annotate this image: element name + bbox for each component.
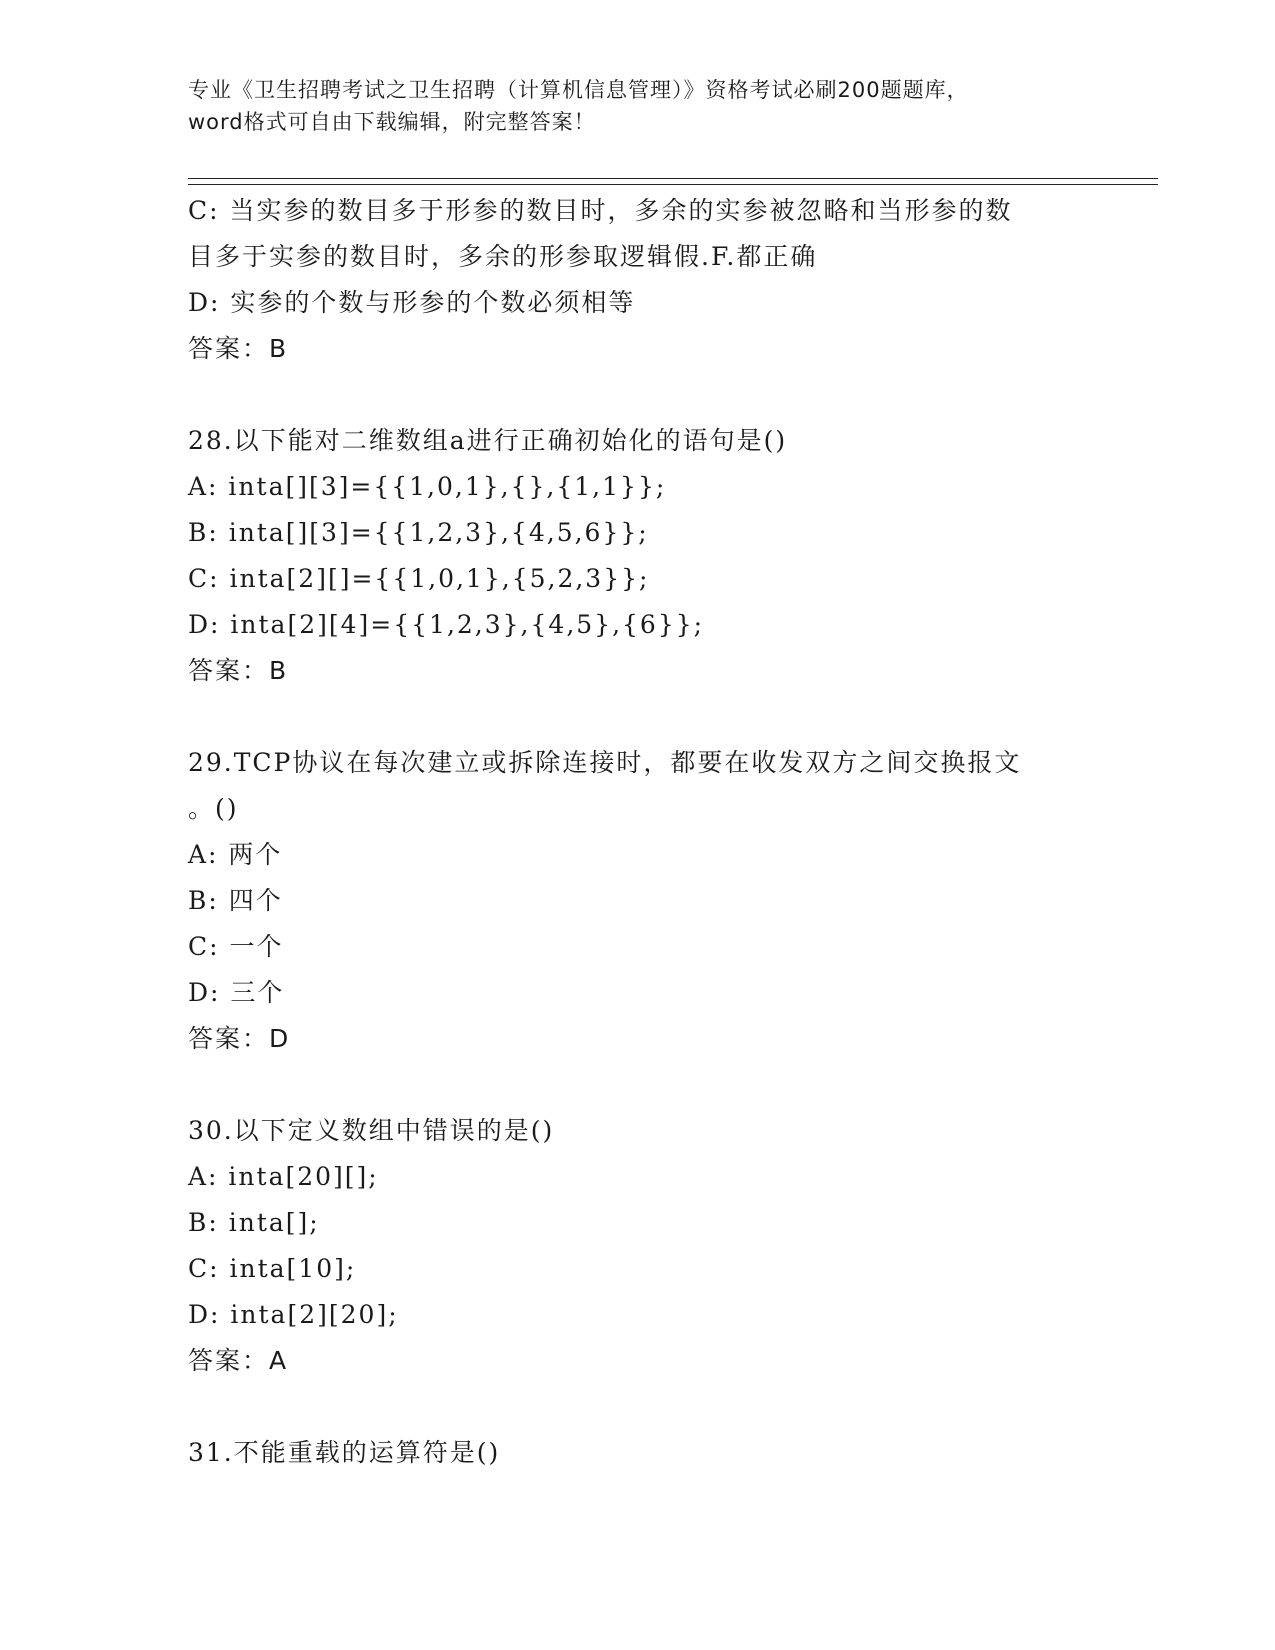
option-b: B: inta[]; xyxy=(188,1208,320,1237)
question-31 xyxy=(188,1430,1088,1476)
option-c-continued: 目多于实参的数目时，多余的形参取逻辑假.F.都正确 xyxy=(188,242,818,271)
option-a: A: inta[][3]={{1,0,1},{},{1,1}}; xyxy=(188,472,667,501)
option-b: B: 四个 xyxy=(188,886,283,915)
document-body xyxy=(188,188,1088,1476)
option-d: D: inta[2][4]={{1,2,3},{4,5},{6}}; xyxy=(188,610,705,639)
option-d: D: inta[2][20]; xyxy=(188,1300,399,1329)
question-stem-continued: 。() xyxy=(188,794,239,823)
question-27-remainder xyxy=(188,188,1088,372)
option-d: D: 实参的个数与形参的个数必须相等 xyxy=(188,288,636,317)
question-30 xyxy=(188,1108,1088,1384)
document-header xyxy=(188,74,1088,138)
option-a: A: 两个 xyxy=(188,840,283,869)
question-stem: 30.以下定义数组中错误的是() xyxy=(188,1116,555,1145)
header-line-1: 专业《卫生招聘考试之卫生招聘（计算机信息管理）》资格考试必刷200题题库， xyxy=(188,78,969,102)
answer-line: 答案：B xyxy=(188,656,289,685)
question-28 xyxy=(188,418,1088,694)
option-c: C: inta[2][]={{1,0,1},{5,2,3}}; xyxy=(188,564,650,593)
option-c: C: inta[10]; xyxy=(188,1254,357,1283)
answer-line: 答案：D xyxy=(188,1024,291,1053)
answer-line: 答案：B xyxy=(188,334,289,363)
header-line-2: word格式可自由下载编辑，附完整答案！ xyxy=(188,110,596,134)
header-divider-bottom xyxy=(188,184,1158,185)
option-c: C: 一个 xyxy=(188,932,284,961)
question-stem: 31.不能重载的运算符是() xyxy=(188,1438,501,1467)
option-a: A: inta[20][]; xyxy=(188,1162,379,1191)
option-b: B: inta[][3]={{1,2,3},{4,5,6}}; xyxy=(188,518,649,547)
header-divider-top xyxy=(188,178,1158,179)
option-c: C: 当实参的数目多于形参的数目时，多余的实参被忽略和当形参的数 xyxy=(188,196,1013,225)
option-d: D: 三个 xyxy=(188,978,285,1007)
answer-line: 答案：A xyxy=(188,1346,289,1375)
question-stem: 28.以下能对二维数组a进行正确初始化的语句是() xyxy=(188,426,788,455)
question-29 xyxy=(188,740,1088,1062)
question-stem: 29.TCP协议在每次建立或拆除连接时，都要在收发双方之间交换报文 xyxy=(188,748,1022,777)
